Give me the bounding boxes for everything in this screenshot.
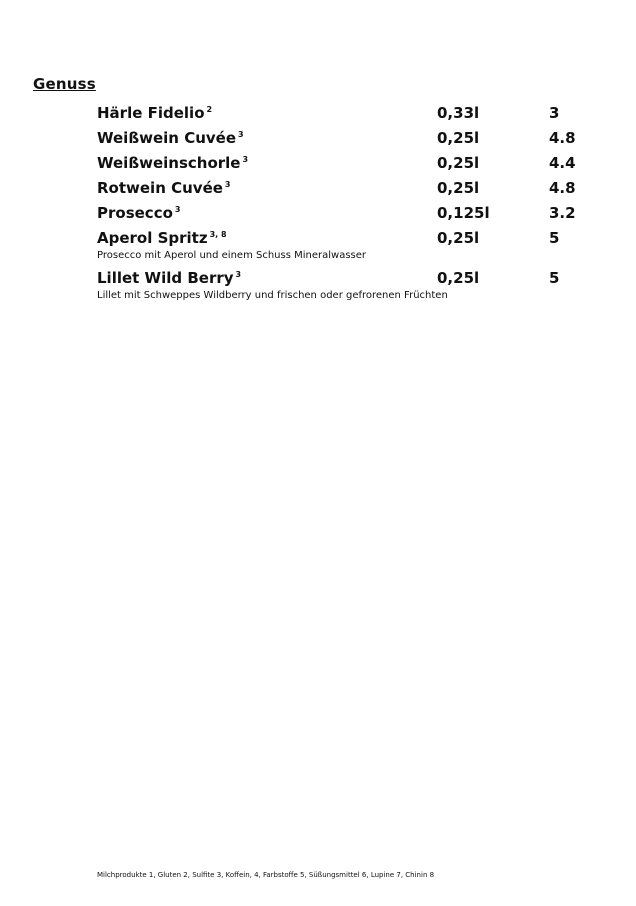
menu-item-prosecco xyxy=(97,200,597,225)
menu-item-weissweinschorle xyxy=(97,150,597,175)
item-volume: 0,25l xyxy=(437,269,480,287)
item-name: Aperol Spritz $^{3, 8}$ xyxy=(97,229,227,247)
allergen-note: 3 xyxy=(174,205,181,214)
menu-item-aperol-spritz xyxy=(97,225,597,245)
item-volume: 0,25l xyxy=(437,129,480,147)
menu-item-lillet-wild-berry xyxy=(97,265,597,285)
item-price: 3.2 xyxy=(549,204,576,222)
item-volume: 0,125l xyxy=(437,204,490,222)
item-price: 5 xyxy=(549,269,560,287)
item-name: Rotwein Cuvée $^3$ xyxy=(97,179,231,197)
allergen-legend: Milchprodukte 1, Gluten 2, Sulfite 3, Koffein, 4, Farbstoffe 5, Süßungsmittel 6, Lupine 7, Chinin 8 xyxy=(97,871,435,879)
item-volume: 0,33l xyxy=(437,104,480,122)
item-description: Lillet mit Schweppes Wildberry und frischen oder gefrorenen Früchten xyxy=(97,290,448,301)
item-name: Härle Fidelio $^2$ xyxy=(97,104,213,122)
section-title: Genuss xyxy=(33,75,96,93)
item-price: 4.8 xyxy=(549,129,576,147)
item-name: Lillet Wild Berry $^3$ xyxy=(97,269,242,287)
item-name: Prosecco $^3$ xyxy=(97,204,181,222)
allergen-note: 2 xyxy=(206,105,213,114)
item-price: 5 xyxy=(549,229,560,247)
item-name: Weißwein Cuvée $^3$ xyxy=(97,129,244,147)
menu-item-weisswein-cuvee xyxy=(97,125,597,150)
menu-list xyxy=(97,100,597,305)
item-price: 4.4 xyxy=(549,154,576,172)
item-name: Weißweinschorle $^3$ xyxy=(97,154,249,172)
allergen-note: 3 xyxy=(224,180,231,189)
item-price: 4.8 xyxy=(549,179,576,197)
allergen-note: 3 xyxy=(235,270,242,279)
item-price: 3 xyxy=(549,104,560,122)
item-volume: 0,25l xyxy=(437,154,480,172)
allergen-note: 3 xyxy=(238,130,244,139)
item-description: Prosecco mit Aperol und einem Schuss Mineralwasser xyxy=(97,250,367,261)
menu-item-rotwein-cuvee xyxy=(97,175,597,200)
item-volume: 0,25l xyxy=(437,179,480,197)
item-volume: 0,25l xyxy=(437,229,480,247)
allergen-note: 3, 8 xyxy=(209,230,227,239)
allergen-note: 3 xyxy=(242,155,249,164)
menu-item-haerle-fidelio xyxy=(97,100,597,125)
